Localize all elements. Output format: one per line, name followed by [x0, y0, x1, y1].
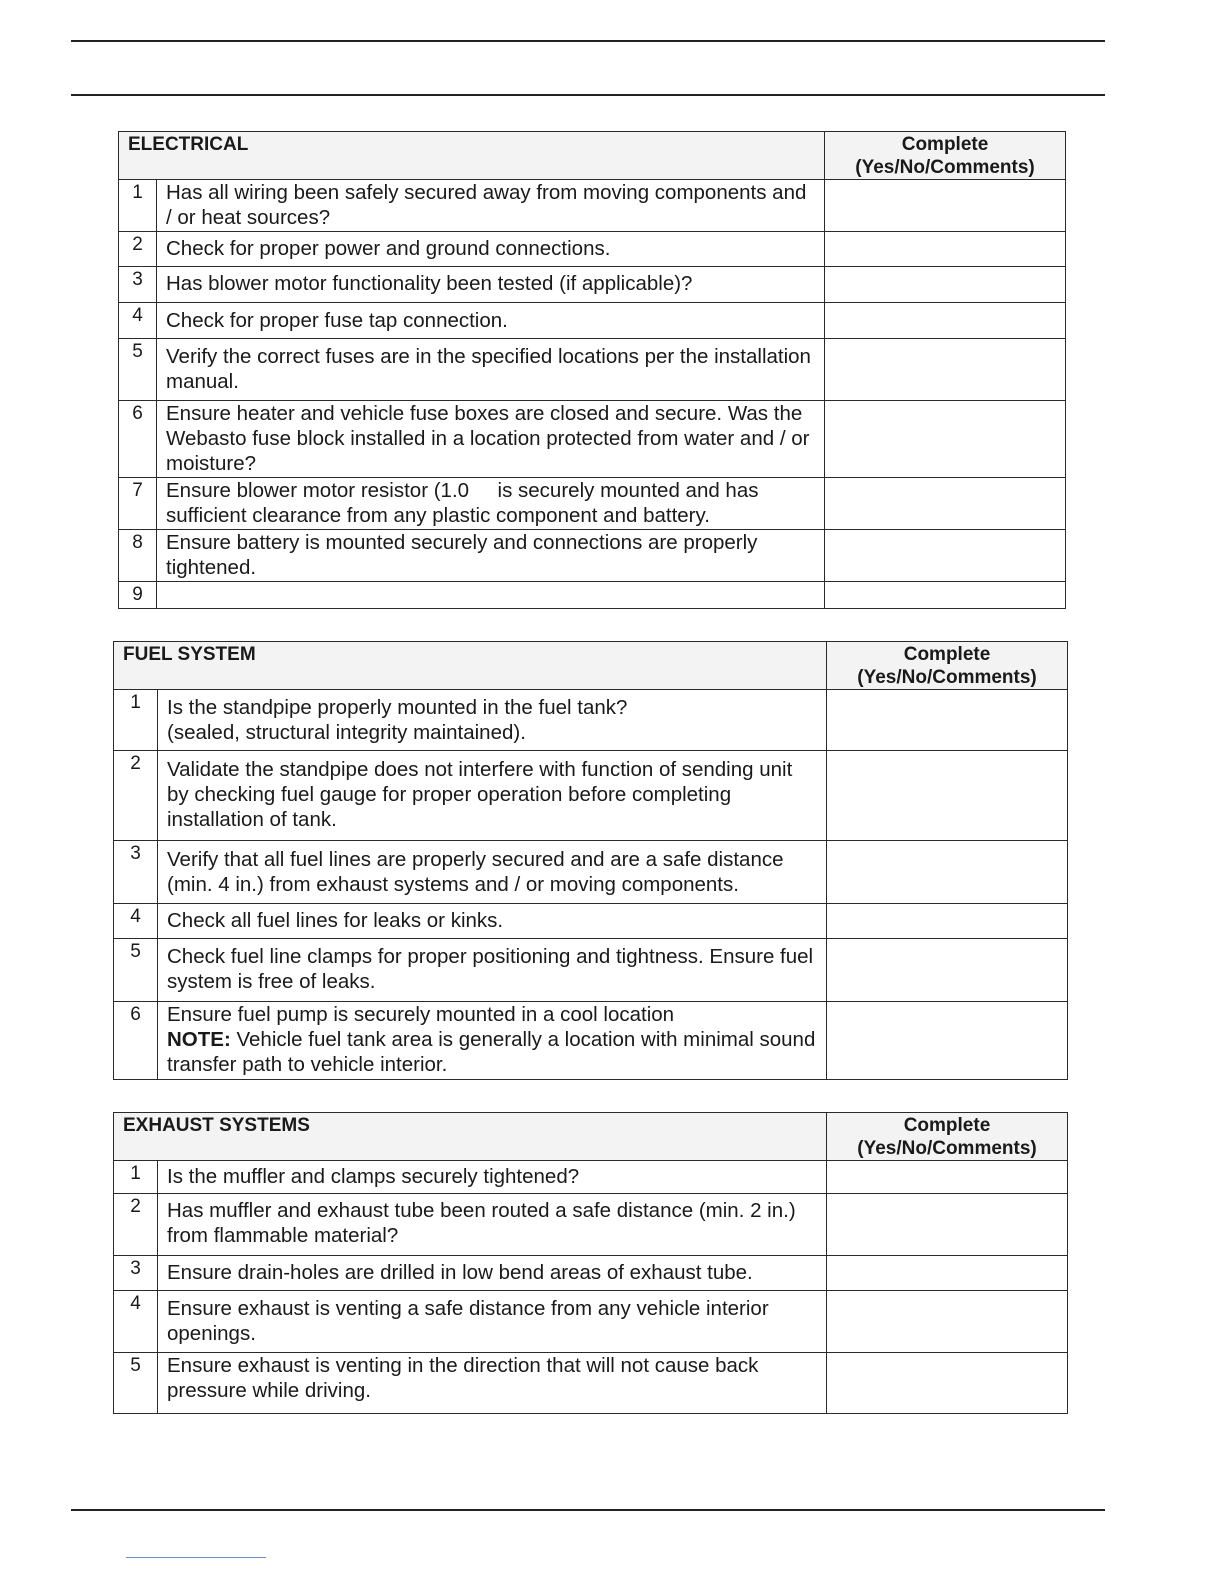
complete-cell[interactable]	[827, 1161, 1068, 1194]
complete-cell[interactable]	[827, 1256, 1068, 1291]
complete-cell[interactable]	[825, 530, 1066, 582]
row-text: Check fuel line clamps for proper positioning and tightness. Ensure fuel system is free of leaks.	[158, 939, 827, 1002]
complete-header-line1: Complete	[903, 1115, 991, 1136]
complete-column-header	[825, 132, 1066, 180]
complete-cell[interactable]	[827, 690, 1068, 751]
complete-cell[interactable]	[827, 1353, 1068, 1414]
table-row	[114, 1291, 1068, 1353]
row-text-cell	[158, 1002, 827, 1080]
row-text: Has all wiring been safely secured away from moving components and / or heat sources?	[157, 180, 825, 232]
complete-cell[interactable]	[825, 582, 1066, 609]
row-text: Check for proper power and ground connections.	[157, 232, 825, 267]
complete-column-header	[827, 642, 1068, 690]
table-row	[119, 232, 1066, 267]
table-row	[119, 530, 1066, 582]
row-number: 9	[119, 582, 157, 609]
row-number: 3	[114, 1256, 158, 1291]
row-number: 5	[119, 339, 157, 401]
table-row	[119, 582, 1066, 609]
row-text-secondary: (sealed, structural integrity maintained).	[167, 721, 526, 744]
table-row	[114, 690, 1068, 751]
table-row	[114, 1161, 1068, 1194]
complete-cell[interactable]	[827, 751, 1068, 841]
header-bottom-rule	[71, 94, 1105, 96]
row-text: Has muffler and exhaust tube been routed a safe distance (min. 2 in.) from flammable material?	[158, 1194, 827, 1256]
fuel-system-checklist-table	[113, 641, 1068, 1080]
complete-cell[interactable]	[827, 1291, 1068, 1353]
row-number: 1	[119, 180, 157, 232]
exhaust-systems-checklist-table	[113, 1112, 1068, 1414]
complete-header-line1: Complete	[901, 134, 989, 155]
row-number: 5	[114, 1353, 158, 1414]
footer-link-underline[interactable]	[126, 1557, 266, 1558]
note-paragraph	[167, 1027, 818, 1077]
complete-header-line2: (Yes/No/Comments)	[857, 1138, 1037, 1159]
row-text: Ensure heater and vehicle fuse boxes are closed and secure. Was the Webasto fuse block installed in a location protected from water and / or moisture?	[157, 401, 825, 478]
table-row	[119, 267, 1066, 303]
row-text: Has blower motor functionality been tested (if applicable)?	[157, 267, 825, 303]
table-header-row	[114, 1113, 1068, 1161]
row-text: Ensure exhaust is venting in the direction that will not cause back pressure while driving.	[158, 1353, 827, 1414]
row-number: 1	[114, 690, 158, 751]
complete-cell[interactable]	[825, 232, 1066, 267]
complete-cell[interactable]	[825, 339, 1066, 401]
row-number: 4	[114, 904, 158, 939]
complete-cell[interactable]	[827, 1194, 1068, 1256]
table-header-row	[114, 642, 1068, 690]
table-row	[114, 751, 1068, 841]
row-text: Ensure fuel pump is securely mounted in a cool location	[167, 1003, 675, 1026]
complete-cell[interactable]	[825, 401, 1066, 478]
footer-rule	[71, 1509, 1105, 1511]
table-row	[119, 478, 1066, 530]
table-row	[119, 180, 1066, 232]
row-text: Check all fuel lines for leaks or kinks.	[158, 904, 827, 939]
row-text: Ensure battery is mounted securely and connections are properly tightened.	[157, 530, 825, 582]
table-row	[114, 1002, 1068, 1080]
row-text: Verify the correct fuses are in the specified locations per the installation manual.	[157, 339, 825, 401]
complete-cell[interactable]	[825, 267, 1066, 303]
electrical-checklist-table	[118, 131, 1066, 609]
table-row	[114, 1256, 1068, 1291]
row-text: Ensure blower motor resistor (1.0 is securely mounted and has sufficient clearance from any plastic component and battery.	[157, 478, 825, 530]
table-row	[119, 339, 1066, 401]
row-number: 6	[119, 401, 157, 478]
row-number: 7	[119, 478, 157, 530]
section-title: FUEL SYSTEM	[114, 642, 827, 690]
row-number: 4	[119, 303, 157, 339]
table-header-row	[119, 132, 1066, 180]
note-text: Vehicle fuel tank area is generally a location with minimal sound transfer path to vehicle interior.	[167, 1028, 816, 1076]
complete-cell[interactable]	[825, 303, 1066, 339]
table-row	[114, 841, 1068, 904]
row-text: Verify that all fuel lines are properly secured and are a safe distance (min. 4 in.) from exhaust systems and / or moving components.	[158, 841, 827, 904]
row-number: 2	[114, 751, 158, 841]
complete-cell[interactable]	[827, 841, 1068, 904]
row-number: 2	[119, 232, 157, 267]
row-text: Ensure exhaust is venting a safe distance from any vehicle interior openings.	[158, 1291, 827, 1353]
row-text: Check for proper fuse tap connection.	[157, 303, 825, 339]
row-number: 1	[114, 1161, 158, 1194]
row-number: 8	[119, 530, 157, 582]
row-number: 6	[114, 1002, 158, 1080]
row-number: 2	[114, 1194, 158, 1256]
header-top-rule	[71, 40, 1105, 42]
complete-header-line2: (Yes/No/Comments)	[857, 667, 1037, 688]
complete-cell[interactable]	[825, 478, 1066, 530]
table-row	[114, 1194, 1068, 1256]
row-text[interactable]	[157, 582, 825, 609]
note-label: NOTE:	[167, 1028, 231, 1051]
row-text: Is the standpipe properly mounted in the fuel tank?	[167, 696, 628, 719]
complete-header-line2: (Yes/No/Comments)	[855, 157, 1035, 178]
row-number: 5	[114, 939, 158, 1002]
table-row	[114, 904, 1068, 939]
table-row	[114, 1353, 1068, 1414]
table-row	[114, 939, 1068, 1002]
section-title: EXHAUST SYSTEMS	[114, 1113, 827, 1161]
complete-cell[interactable]	[827, 939, 1068, 1002]
section-title: ELECTRICAL	[119, 132, 825, 180]
complete-cell[interactable]	[827, 1002, 1068, 1080]
row-number: 3	[114, 841, 158, 904]
complete-cell[interactable]	[827, 904, 1068, 939]
row-text-cell	[158, 690, 827, 751]
row-number: 3	[119, 267, 157, 303]
row-text: Ensure drain-holes are drilled in low bend areas of exhaust tube.	[158, 1256, 827, 1291]
complete-cell[interactable]	[825, 180, 1066, 232]
table-row	[119, 401, 1066, 478]
row-text: Validate the standpipe does not interfere with function of sending unit by checking fuel gauge for proper operation before completing installation of tank.	[158, 751, 827, 841]
complete-header-line1: Complete	[903, 644, 991, 665]
row-text: Is the muffler and clamps securely tightened?	[158, 1161, 827, 1194]
table-row	[119, 303, 1066, 339]
row-number: 4	[114, 1291, 158, 1353]
complete-column-header	[827, 1113, 1068, 1161]
